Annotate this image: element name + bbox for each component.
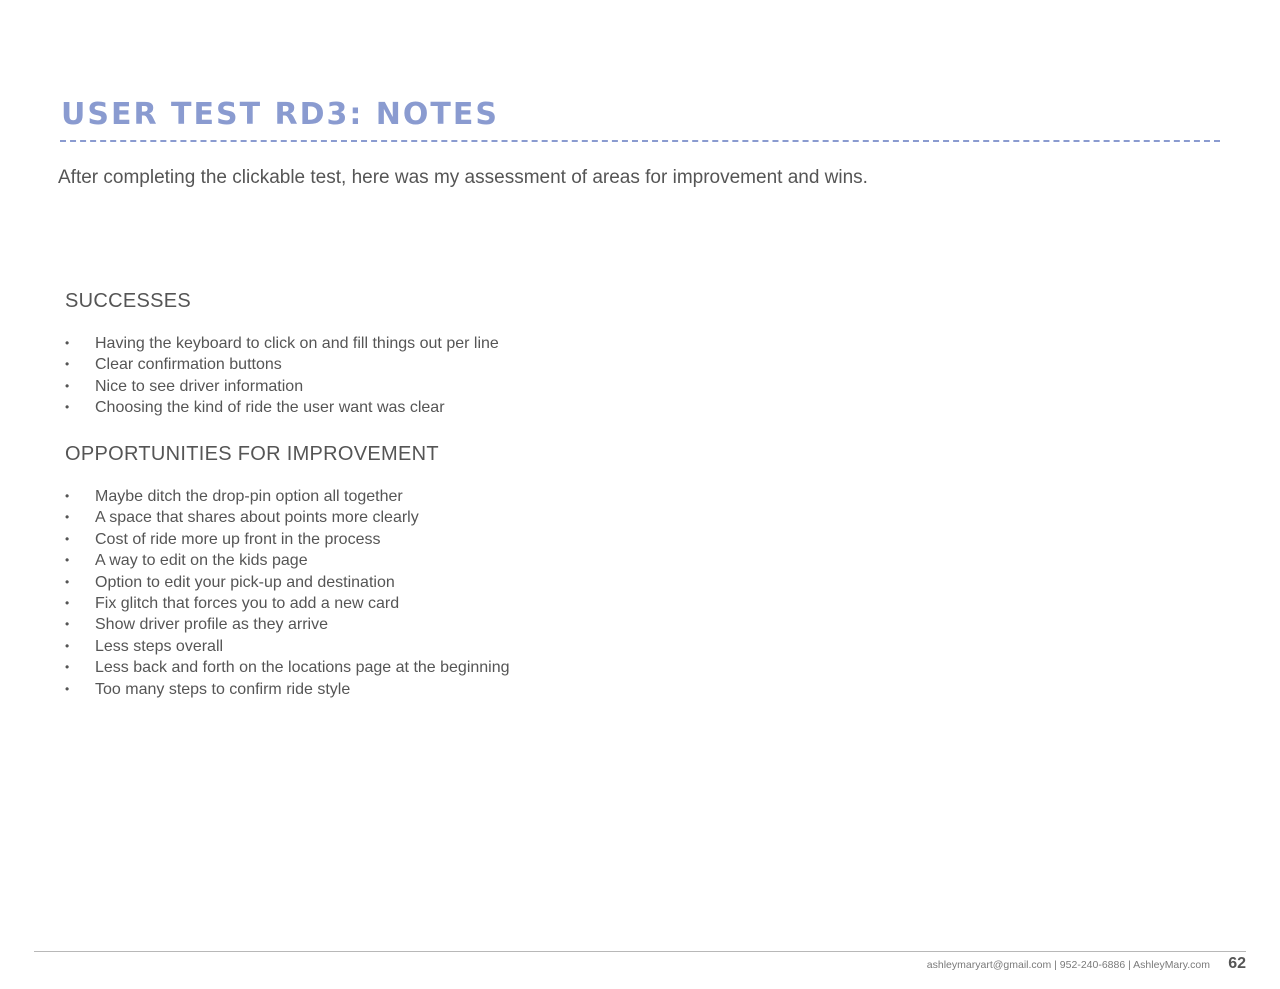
list-item-text: Fix glitch that forces you to add a new card: [95, 595, 400, 613]
bullet-icon: •: [65, 617, 70, 632]
bullet-icon: •: [65, 531, 70, 546]
list-item: [65, 529, 510, 550]
list-item: [65, 333, 499, 354]
list-item-text: Cost of ride more up front in the process: [95, 530, 381, 548]
bullet-icon: •: [65, 510, 70, 525]
bullet-icon: •: [65, 400, 70, 415]
successes-list: [65, 333, 499, 419]
bullet-icon: •: [65, 574, 70, 589]
list-item-text: Too many steps to confirm ride style: [95, 680, 351, 698]
list-item: [65, 486, 510, 507]
list-item-text: A way to edit on the kids page: [95, 552, 308, 570]
list-item: [65, 397, 499, 418]
list-item-text: Having the keyboard to click on and fill things out per line: [95, 335, 499, 352]
bullet-icon: •: [65, 489, 70, 503]
bullet-icon: •: [65, 681, 70, 696]
bullet-icon: •: [65, 660, 70, 675]
intro-text: After completing the clickable test, here was my assessment of areas for improvement and wins.: [58, 167, 868, 188]
bullet-icon: •: [65, 638, 70, 653]
list-item: [65, 657, 510, 678]
list-item-text: Option to edit your pick-up and destination: [95, 573, 395, 591]
successes-heading: SUCCESSES: [65, 290, 192, 312]
footer-divider: [34, 951, 1246, 952]
footer-contact: ashleymaryart@gmail.com | 952-240-6886 | AshleyMary.com: [926, 959, 1210, 971]
improvements-heading: OPPORTUNITIES FOR IMPROVEMENT: [65, 443, 439, 465]
bullet-icon: •: [65, 596, 70, 611]
list-item-text: Less steps overall: [95, 637, 224, 655]
list-item: [65, 572, 510, 593]
list-item-text: Choosing the kind of ride the user want was clear: [95, 399, 445, 417]
list-item-text: Less back and forth on the locations page at the beginning: [95, 659, 510, 677]
list-item-text: Nice to see driver information: [95, 377, 304, 395]
list-item: [65, 507, 510, 528]
bullet-icon: •: [65, 357, 70, 372]
page-number: 62: [1228, 955, 1246, 972]
list-item-text: A space that shares about points more clearly: [95, 509, 419, 527]
list-item: [65, 376, 499, 397]
list-item: [65, 614, 510, 635]
improvements-list: [65, 486, 510, 700]
list-item-text: Show driver profile as they arrive: [95, 616, 328, 634]
list-item-text: Clear confirmation buttons: [95, 356, 282, 374]
list-item: [65, 354, 499, 375]
title-divider: [60, 140, 1220, 142]
list-item: [65, 636, 510, 657]
list-item-text: Maybe ditch the drop-pin option all together: [95, 488, 403, 505]
list-item: [65, 550, 510, 571]
bullet-icon: •: [65, 336, 70, 350]
list-item: [65, 593, 510, 614]
bullet-icon: •: [65, 378, 70, 393]
page-title: USER TEST RD3: NOTES: [61, 97, 499, 132]
list-item: [65, 679, 510, 700]
bullet-icon: •: [65, 553, 70, 568]
